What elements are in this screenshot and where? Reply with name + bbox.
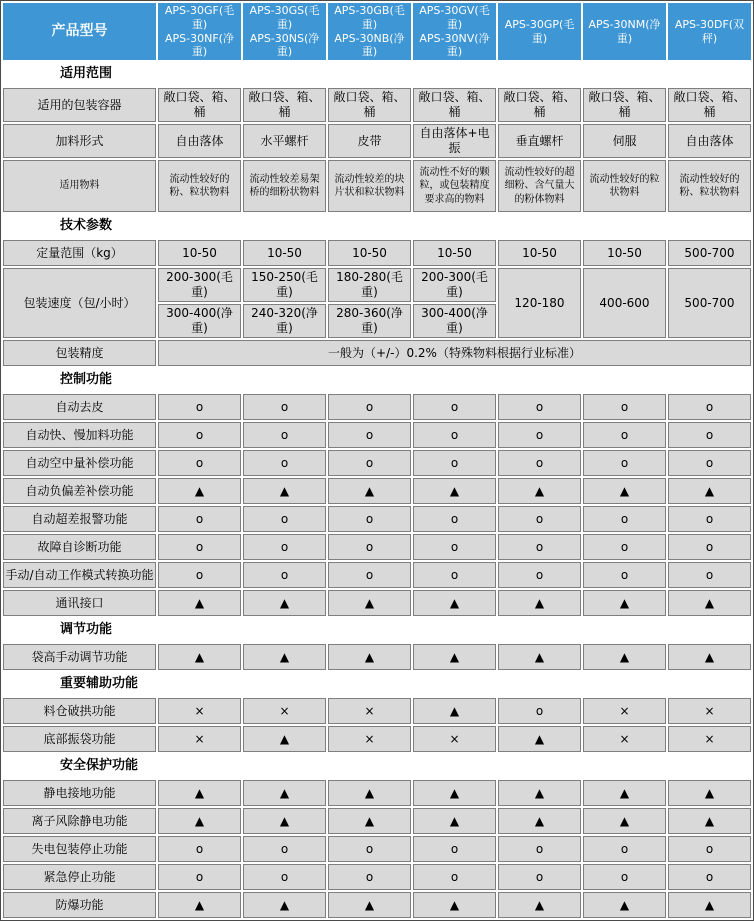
spec-value-cell: 一般为（+/-）0.2%（特殊物料根据行业标准） [158, 340, 751, 366]
spec-value-cell: × [328, 726, 411, 752]
spec-value-cell: 10-50 [583, 240, 666, 266]
spec-value-cell: 敞口袋、箱、桶 [668, 88, 751, 122]
model-name-line: APS-30NB(净重) [334, 31, 405, 59]
model-column-header [158, 3, 241, 60]
section-header-row [3, 754, 751, 778]
spec-value-cell: o [243, 422, 326, 448]
spec-value-cell: o [583, 422, 666, 448]
row-label: 手动/自动工作模式转换功能 [3, 562, 156, 588]
spec-value-cell: 300-400(净重) [158, 304, 241, 338]
section-title: 安全保护功能 [3, 754, 751, 778]
spec-value-cell: 流动性较好的粒状物料 [583, 160, 666, 212]
spec-value-cell: 180-280(毛重) [328, 268, 411, 302]
row-label: 通讯接口 [3, 590, 156, 616]
table-row [3, 562, 751, 588]
spec-value-cell: 150-250(毛重) [243, 268, 326, 302]
spec-value-cell: ▲ [243, 478, 326, 504]
table-row [3, 160, 751, 212]
spec-value-cell: o [498, 534, 581, 560]
spec-value-cell: o [328, 836, 411, 862]
spec-value-cell: ▲ [498, 780, 581, 806]
spec-value-cell: o [413, 534, 496, 560]
table-row [3, 422, 751, 448]
spec-value-cell: 水平螺杆 [243, 124, 326, 158]
spec-value-cell: o [158, 836, 241, 862]
table-row [3, 88, 751, 122]
spec-value-cell: ▲ [158, 644, 241, 670]
spec-value-cell: o [583, 864, 666, 890]
model-header-row [3, 3, 751, 60]
spec-value-cell: 皮带 [328, 124, 411, 158]
spec-value-cell: o [413, 450, 496, 476]
spec-value-cell: 流动性较差易架桥的细粉状物料 [243, 160, 326, 212]
spec-value-cell: ▲ [668, 892, 751, 918]
table-row [3, 268, 751, 302]
spec-value-cell: 敞口袋、箱、桶 [413, 88, 496, 122]
model-column-header [583, 3, 666, 60]
spec-value-cell: o [413, 394, 496, 420]
spec-value-cell: ▲ [328, 780, 411, 806]
spec-value-cell: × [668, 726, 751, 752]
spec-value-cell: o [498, 450, 581, 476]
spec-value-cell: × [158, 726, 241, 752]
section-header-row [3, 368, 751, 392]
model-column-header [243, 3, 326, 60]
spec-value-cell: 500-700 [668, 240, 751, 266]
section-header-row [3, 672, 751, 696]
spec-value-cell: ▲ [243, 644, 326, 670]
spec-value-cell: o [668, 450, 751, 476]
spec-value-cell: ▲ [498, 590, 581, 616]
spec-value-cell: 120-180 [498, 268, 581, 338]
table-row [3, 892, 751, 918]
row-label: 包装精度 [3, 340, 156, 366]
spec-value-cell: 流动性不好的颗粒，或包装精度要求高的物料 [413, 160, 496, 212]
spec-value-cell: 敞口袋、箱、桶 [243, 88, 326, 122]
spec-value-cell: o [328, 864, 411, 890]
spec-value-cell: ▲ [583, 808, 666, 834]
row-label: 定量范围（kg） [3, 240, 156, 266]
spec-value-cell: ▲ [583, 644, 666, 670]
section-title: 调节功能 [3, 618, 751, 642]
spec-value-cell: o [413, 836, 496, 862]
spec-value-cell: o [413, 506, 496, 532]
row-label: 故障自诊断功能 [3, 534, 156, 560]
table-row [3, 478, 751, 504]
table-row [3, 394, 751, 420]
spec-value-cell: ▲ [158, 478, 241, 504]
table-row [3, 698, 751, 724]
spec-value-cell: 伺服 [583, 124, 666, 158]
spec-value-cell: 10-50 [328, 240, 411, 266]
spec-value-cell: ▲ [413, 698, 496, 724]
spec-value-cell: o [668, 534, 751, 560]
spec-value-cell: ▲ [328, 808, 411, 834]
table-row [3, 808, 751, 834]
spec-value-cell: o [243, 394, 326, 420]
row-label: 自动超差报警功能 [3, 506, 156, 532]
spec-value-cell: o [158, 394, 241, 420]
table-row [3, 726, 751, 752]
spec-value-cell: ▲ [668, 478, 751, 504]
section-title: 适用范围 [3, 62, 751, 86]
spec-value-cell: o [243, 506, 326, 532]
spec-value-cell: ▲ [328, 892, 411, 918]
spec-value-cell: × [158, 698, 241, 724]
spec-value-cell: 流动性较好的粉、粒状物料 [158, 160, 241, 212]
spec-value-cell: × [243, 698, 326, 724]
spec-value-cell: ▲ [328, 644, 411, 670]
table-row [3, 836, 751, 862]
spec-value-cell: ▲ [158, 808, 241, 834]
spec-value-cell: o [158, 864, 241, 890]
spec-value-cell: o [328, 506, 411, 532]
spec-value-cell: ▲ [158, 780, 241, 806]
spec-value-cell: o [583, 562, 666, 588]
spec-value-cell: × [413, 726, 496, 752]
spec-value-cell: × [583, 698, 666, 724]
spec-value-cell: 10-50 [243, 240, 326, 266]
spec-value-cell: o [498, 394, 581, 420]
spec-value-cell: 200-300(毛重) [158, 268, 241, 302]
product-model-header: 产品型号 [3, 3, 156, 60]
spec-value-cell: o [158, 506, 241, 532]
row-label: 自动负偏差补偿功能 [3, 478, 156, 504]
model-name-line: APS-30GB(毛重) [334, 4, 405, 31]
table-row [3, 340, 751, 366]
spec-value-cell: ▲ [668, 780, 751, 806]
spec-value-cell: 10-50 [158, 240, 241, 266]
model-column-header [328, 3, 411, 60]
spec-value-cell: ▲ [583, 590, 666, 616]
table-row [3, 124, 751, 158]
spec-value-cell: ▲ [158, 892, 241, 918]
spec-value-cell: 自由落体 [158, 124, 241, 158]
row-label: 防爆功能 [3, 892, 156, 918]
spec-value-cell: o [668, 864, 751, 890]
spec-value-cell: ▲ [413, 780, 496, 806]
model-name-line: APS-30GP(毛重) [504, 17, 575, 45]
row-label: 紧急停止功能 [3, 864, 156, 890]
spec-value-cell: ▲ [158, 590, 241, 616]
spec-value-cell: ▲ [583, 780, 666, 806]
row-label: 底部振袋功能 [3, 726, 156, 752]
model-name-line: APS-30NS(净重) [249, 31, 320, 59]
spec-value-cell: o [328, 534, 411, 560]
model-name-line: APS-30NF(净重) [165, 31, 234, 59]
spec-value-cell: ▲ [583, 892, 666, 918]
spec-value-cell: ▲ [243, 726, 326, 752]
spec-value-cell: o [158, 450, 241, 476]
spec-value-cell: o [668, 836, 751, 862]
spec-value-cell: ▲ [668, 808, 751, 834]
spec-value-cell: o [243, 534, 326, 560]
row-label: 失电包装停止功能 [3, 836, 156, 862]
spec-value-cell: o [243, 450, 326, 476]
spec-value-cell: 400-600 [583, 268, 666, 338]
spec-value-cell: o [583, 534, 666, 560]
spec-value-cell: o [328, 394, 411, 420]
spec-value-cell: × [583, 726, 666, 752]
model-column-header [668, 3, 751, 60]
row-label: 离子风除静电功能 [3, 808, 156, 834]
section-header-row [3, 618, 751, 642]
section-title: 重要辅助功能 [3, 672, 751, 696]
spec-value-cell: o [413, 864, 496, 890]
section-header-row [3, 214, 751, 238]
row-label: 袋高手动调节功能 [3, 644, 156, 670]
spec-value-cell: 敞口袋、箱、桶 [583, 88, 666, 122]
row-label: 静电接地功能 [3, 780, 156, 806]
spec-value-cell: ▲ [583, 478, 666, 504]
spec-value-cell: ▲ [328, 590, 411, 616]
row-label: 包装速度（包/小时） [3, 268, 156, 338]
spec-value-cell: ▲ [498, 478, 581, 504]
spec-value-cell: o [328, 422, 411, 448]
spec-value-cell: o [498, 698, 581, 724]
spec-value-cell: ▲ [668, 590, 751, 616]
spec-value-cell: 200-300(毛重) [413, 268, 496, 302]
model-name-line: APS-30GS(毛重) [249, 4, 320, 31]
row-label: 自动快、慢加料功能 [3, 422, 156, 448]
section-header-row [3, 62, 751, 86]
spec-value-cell: o [583, 836, 666, 862]
spec-value-cell: 流动性较好的超细粉、含气量大的粉体物料 [498, 160, 581, 212]
spec-value-cell: o [668, 562, 751, 588]
spec-value-cell: 敞口袋、箱、桶 [328, 88, 411, 122]
spec-table-body [3, 3, 751, 918]
spec-value-cell: ▲ [328, 478, 411, 504]
spec-value-cell: ▲ [498, 892, 581, 918]
spec-value-cell: 240-320(净重) [243, 304, 326, 338]
table-row [3, 534, 751, 560]
table-row [3, 506, 751, 532]
spec-value-cell: o [498, 506, 581, 532]
spec-value-cell: o [413, 562, 496, 588]
spec-value-cell: ▲ [413, 590, 496, 616]
spec-value-cell: ▲ [413, 478, 496, 504]
spec-value-cell: ▲ [243, 892, 326, 918]
spec-value-cell: 自由落体 [668, 124, 751, 158]
spec-value-cell: o [668, 422, 751, 448]
row-label: 料仓破拱功能 [3, 698, 156, 724]
spec-value-cell: o [668, 506, 751, 532]
spec-value-cell: o [668, 394, 751, 420]
spec-value-cell: ▲ [243, 780, 326, 806]
spec-value-cell: o [328, 450, 411, 476]
spec-value-cell: o [243, 864, 326, 890]
table-row [3, 590, 751, 616]
row-label: 自动空中量补偿功能 [3, 450, 156, 476]
spec-value-cell: ▲ [413, 644, 496, 670]
model-column-header [498, 3, 581, 60]
table-row [3, 240, 751, 266]
model-name-line: APS-30NM(净重) [588, 17, 661, 45]
spec-value-cell: ▲ [413, 892, 496, 918]
spec-value-cell: ▲ [498, 808, 581, 834]
spec-value-cell: ▲ [498, 726, 581, 752]
spec-value-cell: 流动性较好的粉、粒状物料 [668, 160, 751, 212]
spec-value-cell: ▲ [668, 644, 751, 670]
row-label: 加料形式 [3, 124, 156, 158]
spec-value-cell: × [668, 698, 751, 724]
spec-value-cell: o [583, 394, 666, 420]
spec-value-cell: 敞口袋、箱、桶 [158, 88, 241, 122]
spec-value-cell: 280-360(净重) [328, 304, 411, 338]
spec-value-cell: o [583, 450, 666, 476]
spec-value-cell: ▲ [498, 644, 581, 670]
spec-value-cell: 垂直螺杆 [498, 124, 581, 158]
row-label: 适用物料 [3, 160, 156, 212]
spec-value-cell: 500-700 [668, 268, 751, 338]
row-label: 自动去皮 [3, 394, 156, 420]
spec-value-cell: o [158, 562, 241, 588]
spec-value-cell: × [328, 698, 411, 724]
section-title: 技术参数 [3, 214, 751, 238]
spec-value-cell: o [583, 506, 666, 532]
spec-value-cell: o [328, 562, 411, 588]
model-name-line: APS-30GV(毛重) [419, 4, 490, 31]
spec-value-cell: 敞口袋、箱、桶 [498, 88, 581, 122]
spec-value-cell: o [158, 534, 241, 560]
spec-value-cell: o [498, 422, 581, 448]
model-name-line: APS-30GF(毛重) [164, 4, 235, 31]
spec-value-cell: 流动性较差的块片状和粒状物料 [328, 160, 411, 212]
model-column-header [413, 3, 496, 60]
spec-value-cell: o [243, 836, 326, 862]
spec-value-cell: o [498, 836, 581, 862]
table-row [3, 450, 751, 476]
row-label: 适用的包装容器 [3, 88, 156, 122]
spec-value-cell: ▲ [243, 590, 326, 616]
model-name-line: APS-30DF(双秤) [674, 17, 745, 45]
spec-value-cell: o [158, 422, 241, 448]
spec-value-cell: 10-50 [413, 240, 496, 266]
spec-value-cell: o [498, 562, 581, 588]
spec-value-cell: ▲ [413, 808, 496, 834]
spec-value-cell: 自由落体+电振 [413, 124, 496, 158]
section-title: 控制功能 [3, 368, 751, 392]
spec-value-cell: o [498, 864, 581, 890]
spec-value-cell: o [413, 422, 496, 448]
spec-value-cell: 300-400(净重) [413, 304, 496, 338]
spec-value-cell: ▲ [243, 808, 326, 834]
table-row [3, 644, 751, 670]
spec-value-cell: o [243, 562, 326, 588]
spec-value-cell: 10-50 [498, 240, 581, 266]
table-row [3, 780, 751, 806]
model-name-line: APS-30NV(净重) [419, 31, 490, 59]
